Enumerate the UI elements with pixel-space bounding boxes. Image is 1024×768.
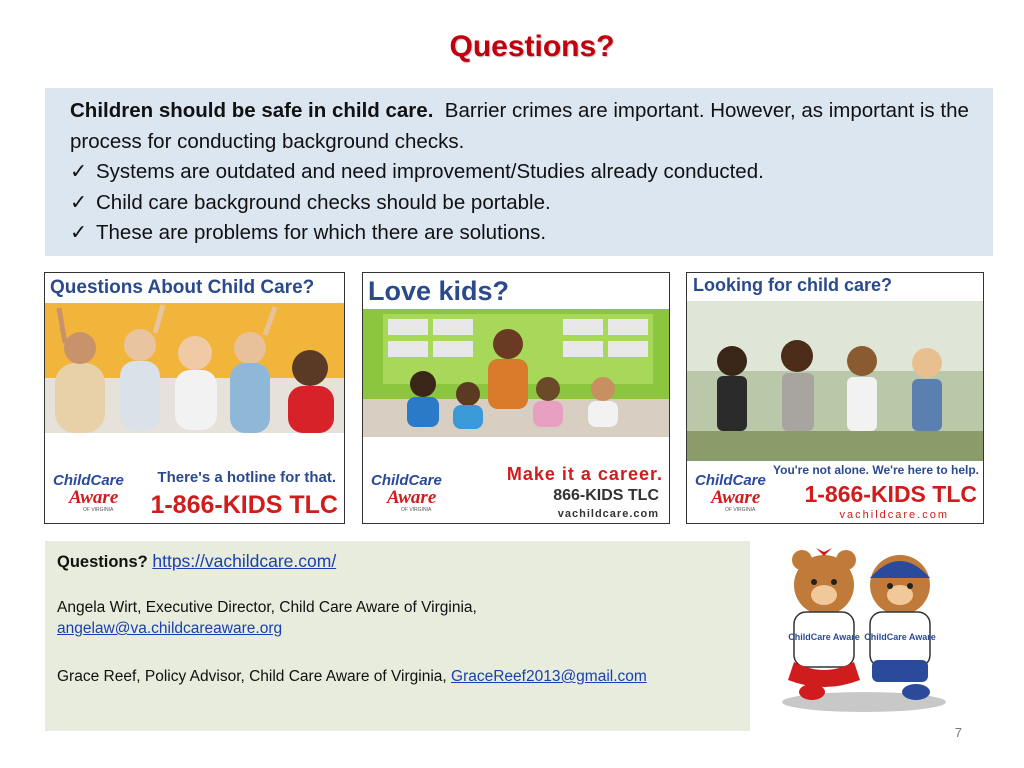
page-number: 7 [954, 725, 962, 740]
ad-tagline: You're not alone. We're here to help. [773, 463, 979, 477]
ad-heading: Love kids? [368, 276, 510, 306]
ad-tagline: There's a hotline for that. [157, 469, 336, 486]
ad-phone: 1-866-KIDS TLC [150, 491, 338, 519]
classroom-photo [45, 303, 344, 433]
reading-photo [363, 309, 669, 437]
intro-bold: Children should be safe in child care. [70, 99, 434, 122]
website-link[interactable]: https://vachildcare.com/ [152, 551, 337, 571]
check-icon: ✓ [70, 190, 88, 214]
contact-angela: Angela Wirt, Executive Director, Child Care Aware of Virginia, angelaw@va.childcareaware.org [57, 599, 477, 637]
mascot-shirt-text: ChildCare Aware [788, 632, 860, 642]
check-icon: ✓ [70, 160, 88, 183]
ad-heading: Looking for child care? [693, 275, 893, 295]
check-item: ✓ Systems are outdated and need improvement/Studies already conducted. [70, 157, 973, 188]
ad-url: vachildcare.com [557, 508, 659, 520]
childcare-aware-logo: ChildCare Aware OF VIRGINIA [695, 472, 766, 513]
ad-hotline [44, 272, 345, 524]
bear-mascots [776, 540, 952, 716]
ad-looking [686, 272, 984, 524]
check-item: ✓ These are problems for which there are solutions. [70, 218, 973, 249]
childcare-aware-logo: ChildCare Aware OF VIRGINIA [53, 472, 124, 513]
kids-walking-photo [687, 301, 983, 461]
contact-box [45, 541, 750, 731]
ad-url: vachildcare.com [839, 509, 949, 521]
contact-grace: Grace Reef, Policy Advisor, Child Care Aware of Virginia, GraceReef2013@gmail.com [57, 668, 647, 685]
ad-heading: Questions About Child Care? [45, 273, 344, 303]
questions-line [57, 551, 738, 572]
check-item: ✓ Child care background checks should be portable. [70, 188, 973, 219]
check-icon: ✓ [70, 221, 88, 244]
mascot-shirt-text: ChildCare Aware [864, 632, 936, 642]
intro-box [45, 88, 993, 256]
grace-email-link[interactable]: GraceReef2013@gmail.com [451, 668, 647, 685]
ad-career [362, 272, 670, 524]
questions-label: Questions? [57, 553, 148, 571]
intro-paragraph [70, 96, 973, 157]
slide-title: Questions? [449, 30, 615, 63]
ad-tagline: Make it a career. [506, 464, 663, 484]
ad-phone: 1-866-KIDS TLC [804, 481, 977, 507]
intro-rest: Barrier crimes are important. However, as important is the process for conducting background checks. [70, 99, 969, 153]
childcare-aware-logo: ChildCare Aware OF VIRGINIA [371, 472, 442, 513]
angela-email-link[interactable]: angelaw@va.childcareaware.org [57, 620, 283, 637]
ad-phone: 866-KIDS TLC [553, 487, 659, 504]
